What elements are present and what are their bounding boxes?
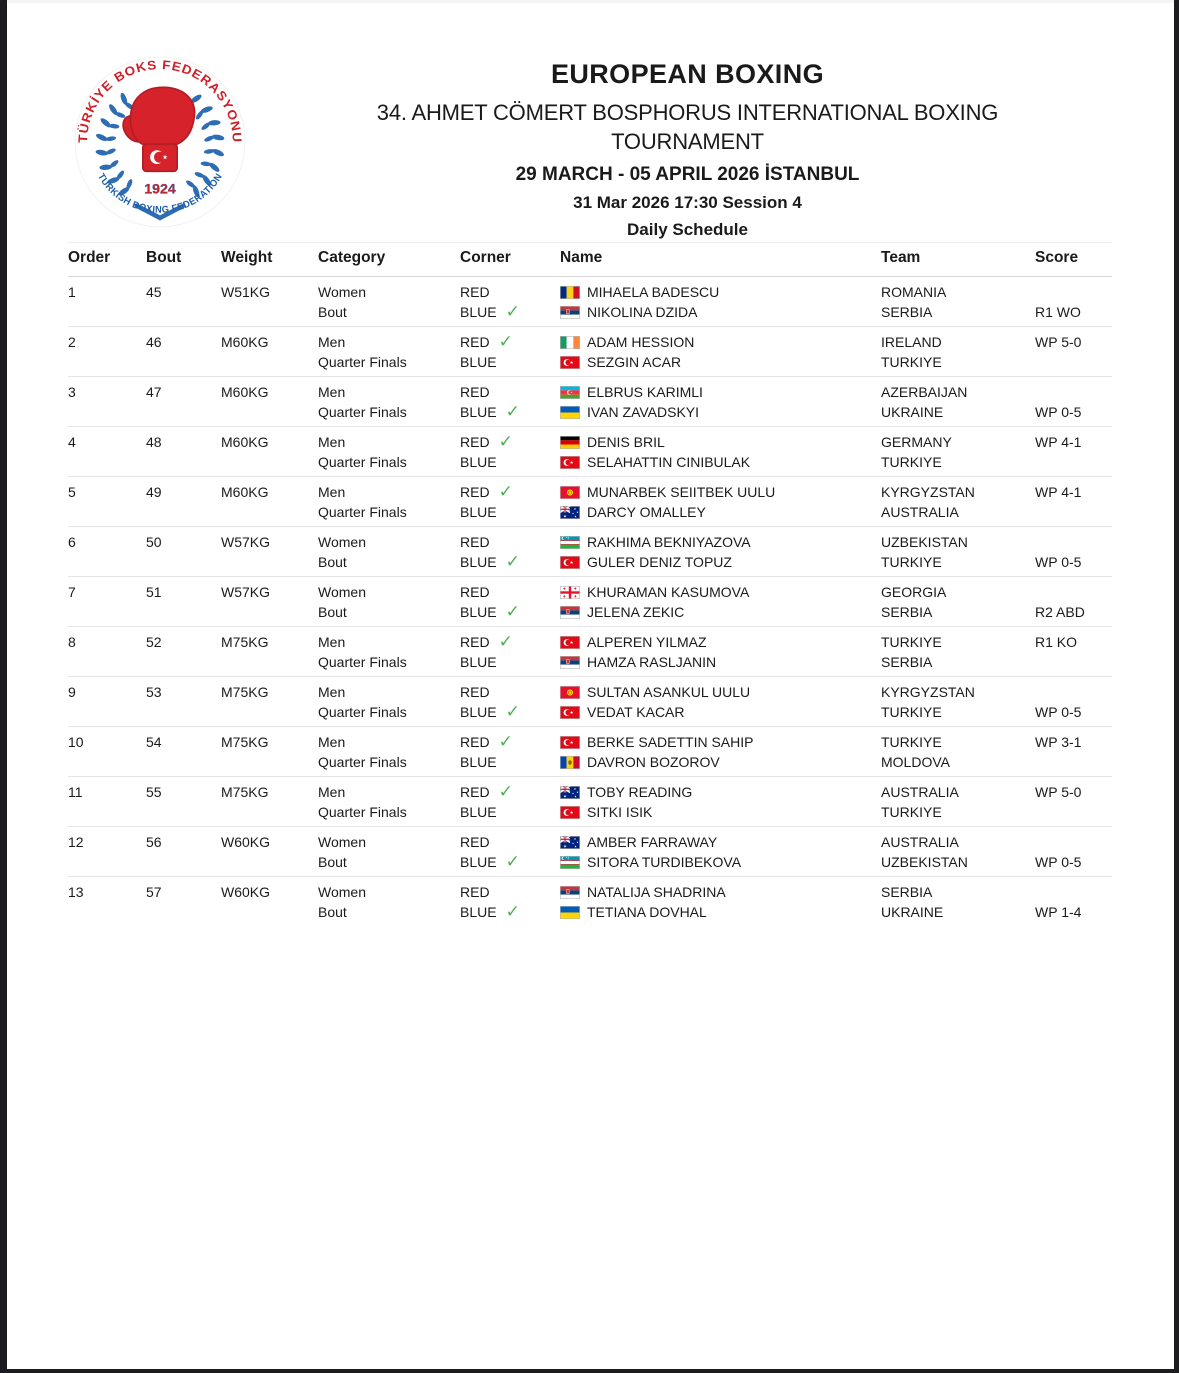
svg-text:1924: 1924 <box>144 181 176 198</box>
category-cell: Men Quarter Finals <box>318 384 407 420</box>
name-cell <box>560 732 881 772</box>
bout-row <box>68 327 1112 377</box>
bout-score <box>1035 752 1112 772</box>
bout-cell: 45 <box>146 284 162 300</box>
score-cell <box>1035 432 1112 472</box>
order-cell: 6 <box>68 534 76 550</box>
blue-corner-label: BLUE <box>460 854 497 870</box>
weight-cell: M60KG <box>221 334 269 350</box>
winner-check-icon: ✓ <box>498 332 513 351</box>
bout-row <box>68 627 1112 677</box>
bout-cell: 51 <box>146 584 162 600</box>
bout-row <box>68 777 1112 827</box>
weight-cell: M60KG <box>221 434 269 450</box>
bout-score <box>1035 882 1112 902</box>
team-cell <box>881 632 1035 672</box>
red-team: TURKIYE <box>881 634 942 650</box>
date-range: 29 MARCH - 05 APRIL 2026 İSTANBUL <box>515 164 860 185</box>
blue-team: TURKIYE <box>881 554 942 570</box>
red-corner-label: RED <box>460 384 490 400</box>
red-team: TURKIYE <box>881 734 942 750</box>
name-cell <box>560 582 881 622</box>
category-cell: Men Quarter Finals <box>318 434 407 470</box>
blue-team: SERBIA <box>881 654 933 670</box>
flag-turkiye-icon <box>560 636 580 649</box>
bout-cell: 56 <box>146 834 162 850</box>
flag-azerbaijan-icon <box>560 386 580 399</box>
red-team: IRELAND <box>881 334 942 350</box>
flag-australia-icon <box>560 506 580 519</box>
red-corner-label: RED <box>460 634 490 650</box>
blue-boxer-name: DARCY OMALLEY <box>587 504 706 520</box>
red-boxer-name: MUNARBEK SEIITBEK UULU <box>587 484 776 500</box>
winner-check-icon: ✓ <box>505 902 520 921</box>
flag-uzbekistan-icon <box>560 856 580 869</box>
red-team: SERBIA <box>881 884 933 900</box>
team-cell <box>881 382 1035 422</box>
bout-row <box>68 377 1112 427</box>
red-corner-label: RED <box>460 584 490 600</box>
flag-turkiye-icon <box>560 356 580 369</box>
blue-team: SERBIA <box>881 604 933 620</box>
blue-boxer-name: SITKI ISIK <box>587 804 653 820</box>
order-cell: 1 <box>68 284 76 300</box>
red-corner-label: RED <box>460 534 490 550</box>
team-cell <box>881 432 1035 472</box>
blue-team: UKRAINE <box>881 904 944 920</box>
tournament-subtitle: 34. AHMET CÖMERT BOSPHORUS INTERNATIONAL BOXING TOURNAMENT <box>376 100 999 154</box>
name-cell <box>560 382 881 422</box>
bout-score: WP 0-5 <box>1035 554 1082 570</box>
blue-boxer-name: JELENA ZEKIC <box>587 604 685 620</box>
red-boxer-name: ADAM HESSION <box>587 334 695 350</box>
blue-boxer-name: SEZGIN ACAR <box>587 354 682 370</box>
bout-score <box>1035 832 1112 852</box>
weight-cell: W57KG <box>221 584 271 600</box>
winner-check-icon: ✓ <box>505 402 520 421</box>
blue-team: MOLDOVA <box>881 754 950 770</box>
blue-boxer-name: IVAN ZAVADSKYI <box>587 404 700 420</box>
column-header-order: Order <box>68 249 111 266</box>
red-boxer-name: SULTAN ASANKUL UULU <box>587 684 751 700</box>
category-cell: Men Quarter Finals <box>318 684 407 720</box>
bout-score: WP 0-5 <box>1035 854 1082 870</box>
winner-check-icon: ✓ <box>505 302 520 321</box>
red-corner-label: RED <box>460 334 490 350</box>
blue-boxer-name: HAMZA RASLJANIN <box>587 654 717 670</box>
page-title: EUROPEAN BOXING <box>550 59 825 89</box>
bout-score <box>1035 382 1112 402</box>
bout-score <box>1035 682 1112 702</box>
flag-australia-icon <box>560 836 580 849</box>
score-cell <box>1035 582 1112 622</box>
name-cell <box>560 882 881 922</box>
corner-cell <box>460 432 560 472</box>
bout-score <box>1035 452 1112 472</box>
bout-cell: 48 <box>146 434 162 450</box>
red-corner-label: RED <box>460 734 490 750</box>
team-cell <box>881 482 1035 522</box>
blue-boxer-name: NIKOLINA DZIDA <box>587 304 698 320</box>
flag-serbia-icon <box>560 306 580 319</box>
bout-cell: 57 <box>146 884 162 900</box>
name-cell <box>560 682 881 722</box>
winner-check-icon: ✓ <box>505 702 520 721</box>
corner-cell <box>460 332 560 372</box>
blue-team: TURKIYE <box>881 804 942 820</box>
category-cell: Men Quarter Finals <box>318 734 407 770</box>
category-cell: Men Quarter Finals <box>318 334 407 370</box>
bout-score <box>1035 802 1112 822</box>
blue-boxer-name: DAVRON BOZOROV <box>587 754 720 770</box>
flag-turkiye-icon <box>560 736 580 749</box>
bout-cell: 46 <box>146 334 162 350</box>
winner-check-icon: ✓ <box>498 432 513 451</box>
blue-team: TURKIYE <box>881 704 942 720</box>
winner-check-icon: ✓ <box>498 632 513 651</box>
team-cell <box>881 782 1035 822</box>
score-cell <box>1035 682 1112 722</box>
svg-text:TÜRKİYE BOKS FEDERASYONU: TÜRKİYE BOKS FEDERASYONU <box>76 58 244 144</box>
category-cell: Women Bout <box>318 584 366 620</box>
bout-score <box>1035 282 1112 302</box>
blue-boxer-name: GULER DENIZ TOPUZ <box>587 554 732 570</box>
name-cell <box>560 632 881 672</box>
blue-team: TURKIYE <box>881 354 942 370</box>
winner-check-icon: ✓ <box>505 602 520 621</box>
order-cell: 9 <box>68 684 76 700</box>
page-edge-left <box>0 0 7 1373</box>
name-cell <box>560 782 881 822</box>
bout-score <box>1035 652 1112 672</box>
category-cell: Men Quarter Finals <box>318 634 407 670</box>
weight-cell: W60KG <box>221 834 271 850</box>
order-cell: 13 <box>68 884 84 900</box>
column-header-name: Name <box>560 249 603 266</box>
page-edge-top <box>7 0 1174 3</box>
bout-row <box>68 427 1112 477</box>
corner-cell <box>460 482 560 522</box>
category-cell: Men Quarter Finals <box>318 784 407 820</box>
red-corner-label: RED <box>460 284 490 300</box>
flag-turkiye-icon <box>560 806 580 819</box>
name-cell <box>560 532 881 572</box>
score-cell <box>1035 282 1112 322</box>
winner-check-icon: ✓ <box>505 852 520 871</box>
bout-score <box>1035 502 1112 522</box>
flag-serbia-icon <box>560 656 580 669</box>
red-boxer-name: MIHAELA BADESCU <box>587 284 720 300</box>
order-cell: 3 <box>68 384 76 400</box>
team-cell <box>881 532 1035 572</box>
column-header-team: Team <box>881 249 921 266</box>
bout-cell: 53 <box>146 684 162 700</box>
blue-boxer-name: SELAHATTIN CINIBULAK <box>587 454 751 470</box>
header-titles <box>245 0 1130 241</box>
bout-row <box>68 277 1112 327</box>
blue-corner-label: BLUE <box>460 404 497 420</box>
bout-score: WP 0-5 <box>1035 404 1082 420</box>
svg-text:TURKISH BOXING FEDERATION: TURKISH BOXING FEDERATION <box>95 171 226 216</box>
weight-cell: W51KG <box>221 284 271 300</box>
flag-romania-icon <box>560 286 580 299</box>
order-cell: 7 <box>68 584 76 600</box>
column-header-score: Score <box>1035 249 1079 266</box>
bout-score: WP 5-0 <box>1035 334 1082 350</box>
corner-cell <box>460 832 560 872</box>
category-cell: Men Quarter Finals <box>318 484 407 520</box>
session-info: 31 Mar 2026 17:30 Session 4 <box>573 193 802 212</box>
weight-cell: M75KG <box>221 734 269 750</box>
column-header-weight: Weight <box>221 249 273 266</box>
bout-score: R1 KO <box>1035 634 1078 650</box>
red-boxer-name: ALPEREN YILMAZ <box>587 634 707 650</box>
bout-score <box>1035 532 1112 552</box>
bout-score: R2 ABD <box>1035 604 1085 620</box>
column-header-category: Category <box>318 249 386 266</box>
weight-cell: W60KG <box>221 884 271 900</box>
flag-moldova-icon <box>560 756 580 769</box>
red-boxer-name: KHURAMAN KASUMOVA <box>587 584 750 600</box>
blue-corner-label: BLUE <box>460 604 497 620</box>
bout-score <box>1035 352 1112 372</box>
blue-corner-label: BLUE <box>460 554 497 570</box>
blue-corner-label: BLUE <box>460 454 497 470</box>
flag-australia-icon <box>560 786 580 799</box>
bout-score: WP 0-5 <box>1035 704 1082 720</box>
weight-cell: M75KG <box>221 684 269 700</box>
score-cell <box>1035 332 1112 372</box>
category-cell: Women Bout <box>318 834 366 870</box>
team-cell <box>881 582 1035 622</box>
column-header-bout: Bout <box>146 249 182 266</box>
blue-team: AUSTRALIA <box>881 504 959 520</box>
name-cell <box>560 432 881 472</box>
score-cell <box>1035 732 1112 772</box>
bout-row <box>68 477 1112 527</box>
name-cell <box>560 332 881 372</box>
blue-corner-label: BLUE <box>460 304 497 320</box>
daily-schedule-table <box>68 242 1112 926</box>
flag-serbia-icon <box>560 886 580 899</box>
bout-cell: 54 <box>146 734 162 750</box>
red-corner-label: RED <box>460 834 490 850</box>
red-boxer-name: DENIS BRIL <box>587 434 665 450</box>
red-team: AZERBAIJAN <box>881 384 968 400</box>
team-cell <box>881 732 1035 772</box>
bout-score: WP 4-1 <box>1035 484 1082 500</box>
red-boxer-name: NATALIJA SHADRINA <box>587 884 726 900</box>
bout-cell: 50 <box>146 534 162 550</box>
score-cell <box>1035 882 1112 922</box>
bout-row <box>68 827 1112 877</box>
bout-cell: 47 <box>146 384 162 400</box>
red-team: GERMANY <box>881 434 952 450</box>
red-team: ROMANIA <box>881 284 947 300</box>
team-cell <box>881 882 1035 922</box>
bout-row <box>68 577 1112 627</box>
red-team: GEORGIA <box>881 584 947 600</box>
red-boxer-name: AMBER FARRAWAY <box>587 834 718 850</box>
bout-score: WP 3-1 <box>1035 734 1082 750</box>
bout-score: WP 5-0 <box>1035 784 1082 800</box>
team-cell <box>881 282 1035 322</box>
blue-corner-label: BLUE <box>460 754 497 770</box>
page-edge-right <box>1174 0 1179 1373</box>
name-cell <box>560 482 881 522</box>
weight-cell: M75KG <box>221 634 269 650</box>
corner-cell <box>460 882 560 922</box>
score-cell <box>1035 782 1112 822</box>
order-cell: 8 <box>68 634 76 650</box>
blue-corner-label: BLUE <box>460 804 497 820</box>
blue-corner-label: BLUE <box>460 904 497 920</box>
bout-cell: 55 <box>146 784 162 800</box>
page-edge-bottom <box>0 1369 1179 1373</box>
red-team: AUSTRALIA <box>881 784 959 800</box>
name-cell <box>560 832 881 872</box>
red-corner-label: RED <box>460 684 490 700</box>
blue-corner-label: BLUE <box>460 654 497 670</box>
flag-ukraine-icon <box>560 406 580 419</box>
red-corner-label: RED <box>460 884 490 900</box>
blue-boxer-name: VEDAT KACAR <box>587 704 685 720</box>
category-cell: Women Bout <box>318 534 366 570</box>
blue-corner-label: BLUE <box>460 504 497 520</box>
red-team: AUSTRALIA <box>881 834 959 850</box>
bout-row <box>68 727 1112 777</box>
score-cell <box>1035 382 1112 422</box>
bout-row <box>68 527 1112 577</box>
order-cell: 11 <box>68 784 83 800</box>
corner-cell <box>460 532 560 572</box>
schedule-title: Daily Schedule <box>627 220 748 239</box>
bout-cell: 52 <box>146 634 162 650</box>
corner-cell <box>460 732 560 772</box>
bout-score: R1 WO <box>1035 304 1081 320</box>
red-team: KYRGYZSTAN <box>881 484 975 500</box>
name-cell <box>560 282 881 322</box>
bout-row <box>68 877 1112 926</box>
order-cell: 4 <box>68 434 76 450</box>
blue-boxer-name: SITORA TURDIBEKOVA <box>587 854 742 870</box>
corner-cell <box>460 582 560 622</box>
order-cell: 12 <box>68 834 84 850</box>
flag-germany-icon <box>560 436 580 449</box>
score-cell <box>1035 832 1112 872</box>
flag-turkiye-icon <box>560 556 580 569</box>
weight-cell: M75KG <box>221 784 269 800</box>
blue-corner-label: BLUE <box>460 354 497 370</box>
blue-team: UZBEKISTAN <box>881 854 968 870</box>
flag-ireland-icon <box>560 336 580 349</box>
weight-cell: W57KG <box>221 534 271 550</box>
weight-cell: M60KG <box>221 484 269 500</box>
blue-team: UKRAINE <box>881 404 944 420</box>
blue-corner-label: BLUE <box>460 704 497 720</box>
winner-check-icon: ✓ <box>498 782 513 801</box>
team-cell <box>881 682 1035 722</box>
flag-georgia-icon <box>560 586 580 599</box>
order-cell: 5 <box>68 484 76 500</box>
blue-team: TURKIYE <box>881 454 942 470</box>
flag-uzbekistan-icon <box>560 536 580 549</box>
team-cell <box>881 832 1035 872</box>
category-cell: Women Bout <box>318 884 366 920</box>
flag-kyrgyzstan-icon <box>560 686 580 699</box>
flag-ukraine-icon <box>560 906 580 919</box>
weight-cell: M60KG <box>221 384 269 400</box>
red-boxer-name: BERKE SADETTIN SAHIP <box>587 734 754 750</box>
flag-turkiye-icon <box>560 456 580 469</box>
flag-turkiye-icon <box>560 706 580 719</box>
flag-serbia-icon <box>560 606 580 619</box>
bout-score: WP 1-4 <box>1035 904 1082 920</box>
team-cell <box>881 332 1035 372</box>
corner-cell <box>460 682 560 722</box>
blue-team: SERBIA <box>881 304 933 320</box>
corner-cell <box>460 382 560 422</box>
corner-cell <box>460 782 560 822</box>
category-cell: Women Bout <box>318 284 366 320</box>
blue-boxer-name: TETIANA DOVHAL <box>587 904 707 920</box>
bout-score <box>1035 582 1112 602</box>
table-header-row <box>68 242 1112 277</box>
red-team: UZBEKISTAN <box>881 534 968 550</box>
red-corner-label: RED <box>460 784 490 800</box>
corner-cell <box>460 632 560 672</box>
bout-score: WP 4-1 <box>1035 434 1082 450</box>
red-team: KYRGYZSTAN <box>881 684 975 700</box>
order-cell: 2 <box>68 334 76 350</box>
column-header-corner: Corner <box>460 249 511 266</box>
flag-kyrgyzstan-icon <box>560 486 580 499</box>
red-corner-label: RED <box>460 434 490 450</box>
winner-check-icon: ✓ <box>498 732 513 751</box>
red-boxer-name: ELBRUS KARIMLI <box>587 384 703 400</box>
corner-cell <box>460 282 560 322</box>
score-cell <box>1035 632 1112 672</box>
score-cell <box>1035 532 1112 572</box>
winner-check-icon: ✓ <box>498 482 513 501</box>
bout-row <box>68 677 1112 727</box>
turkish-boxing-federation-logo-icon <box>74 56 246 228</box>
red-corner-label: RED <box>460 484 490 500</box>
red-boxer-name: RAKHIMA BEKNIYAZOVA <box>587 534 751 550</box>
red-boxer-name: TOBY READING <box>587 784 693 800</box>
order-cell: 10 <box>68 734 84 750</box>
bout-cell: 49 <box>146 484 162 500</box>
score-cell <box>1035 482 1112 522</box>
table-body <box>68 277 1112 926</box>
winner-check-icon: ✓ <box>505 552 520 571</box>
